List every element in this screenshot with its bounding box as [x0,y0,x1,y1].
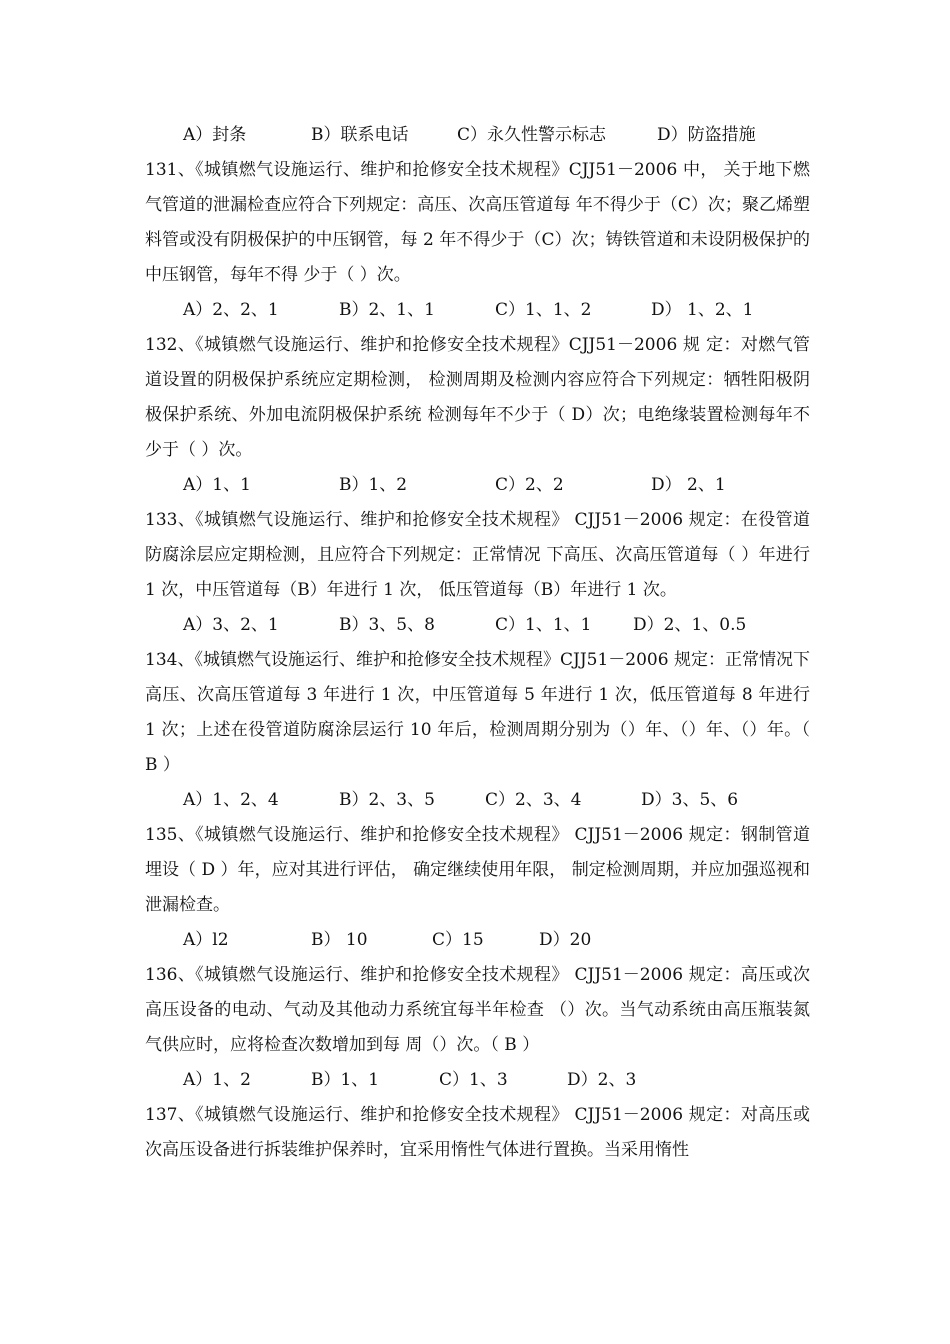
option-d: D）20 [539,930,592,950]
option-c: C）1、3 [439,1070,508,1090]
option-a: A）封条 [183,125,247,145]
question-text: 133、《城镇燃气设施运行、维护和抢修安全技术规程》 CJJ51－2006 规定：在役管道防腐涂层应定期检测，且应符合下列规定：正常情况 下高压、次高压管道每（ ）年进行 1 次，中压管道每（B）年进行 1 次， 低压管道每（B）年进行 1 次。 [145,510,810,600]
option-b: B）1、1 [311,1070,380,1090]
question-text: 136、《城镇燃气设施运行、维护和抢修安全技术规程》 CJJ51－2006 规定：高压或次高压设备的电动、气动及其他动力系统宜每半年检查 （）次。当气动系统由高压瓶装氮气供应时，应将检查次数增加到每 周（）次。（ B ） [145,965,810,1055]
option-b: B）2、3、5 [339,790,435,810]
option-d: D）2、1、0.5 [633,615,747,635]
option-a: A）1、2、4 [183,790,279,810]
options-row [145,923,810,958]
option-c: C）15 [432,930,484,950]
option-c: C）1、1、2 [495,300,592,320]
option-d: D）2、3 [567,1070,637,1090]
option-c: C）2、2 [495,475,564,495]
question-text: 135、《城镇燃气设施运行、维护和抢修安全技术规程》 CJJ51－2006 规定：钢制管道埋设（ D ）年，应对其进行评估， 确定继续使用年限， 制定检测周期，并应加强巡视和泄漏检查。 [145,825,810,915]
option-c: C）1、1、1 [495,615,592,635]
option-d: D）防盗措施 [657,125,756,145]
options-row [145,608,810,643]
option-d: D） 2、1 [651,475,726,495]
option-a: A）1、1 [183,475,251,495]
question-text: 137、《城镇燃气设施运行、维护和抢修安全技术规程》 CJJ51－2006 规定：对高压或次高压设备进行拆装维护保养时，宜采用惰性气体进行置换。当采用惰性 [145,1105,810,1160]
option-b: B）3、5、8 [339,615,435,635]
question-text: 132、《城镇燃气设施运行、维护和抢修安全技术规程》CJJ51－2006 规 定：对燃气管道设置的阴极保护系统应定期检测， 检测周期及检测内容应符合下列规定：牺牲阳极阴极保护系统、外加电流阴极保护系统 检测每年不少于（ D）次；电绝缘装置检测每年不少于（ ）次。 [145,335,810,460]
option-a: A）1、2 [183,1070,251,1090]
question-text: 134、《城镇燃气设施运行、维护和抢修安全技术规程》CJJ51－2006 规定：正常情况下高压、次高压管道每 3 年进行 1 次，中压管道每 5 年进行 1 次，低压管道每 8 年进行 1 次；上述在役管道防腐涂层运行 10 年后，检测周期分别为（）年、（）年、（）年。（ B ） [145,650,810,775]
option-d: D）3、5、6 [641,790,739,810]
option-c: C）永久性警示标志 [457,125,607,145]
options-row [145,1063,810,1098]
options-row [145,468,810,503]
options-row [145,783,810,818]
options-row [145,118,810,153]
option-c: C）2、3、4 [485,790,582,810]
option-b: B）2、1、1 [339,300,435,320]
option-a: A）3、2、1 [183,615,279,635]
option-b: B） 10 [311,930,368,950]
options-row [145,293,810,328]
document-body [145,118,810,1168]
question-text: 131、《城镇燃气设施运行、维护和抢修安全技术规程》CJJ51－2006 中， 关于地下燃气管道的泄漏检查应符合下列规定：高压、次高压管道每 年不得少于（C）次；聚乙烯塑料管或没有阴极保护的中压钢管，每 2 年不得少于（C）次；铸铁管道和未设阴极保护的中压钢管，每年不得 少于（ ）次。 [145,160,810,285]
option-a: A）l2 [183,930,229,950]
option-d: D） 1、2、1 [651,300,754,320]
option-a: A）2、2、1 [183,300,279,320]
option-b: B）1、2 [339,475,408,495]
option-b: B）联系电话 [311,125,409,145]
